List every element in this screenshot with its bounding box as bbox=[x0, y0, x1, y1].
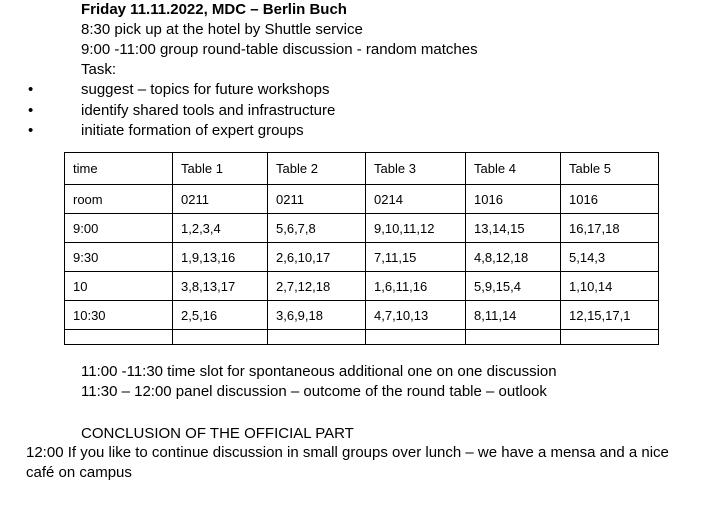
table-cell-blank bbox=[561, 330, 659, 345]
table-header-row bbox=[65, 153, 659, 185]
table-cell: 10 bbox=[65, 272, 173, 301]
slot-line-1130: 11:30 – 12:00 panel discussion – outcome of the round table – outlook bbox=[81, 383, 547, 400]
table-cell: 1,9,13,16 bbox=[173, 243, 268, 272]
header-cell-table-1: Table 1 bbox=[173, 153, 268, 185]
table-cell: 1,6,11,16 bbox=[366, 272, 466, 301]
table-cell: 3,6,9,18 bbox=[268, 301, 366, 330]
table-cell-blank bbox=[466, 330, 561, 345]
table-cell: 1016 bbox=[561, 185, 659, 214]
table-cell: 4,7,10,13 bbox=[366, 301, 466, 330]
task-item: suggest – topics for future workshops bbox=[81, 81, 330, 98]
schedule-table bbox=[64, 152, 659, 345]
table-row bbox=[65, 272, 659, 301]
page-title: Friday 11.11.2022, MDC – Berlin Buch bbox=[81, 1, 347, 18]
conclusion-heading: CONCLUSION OF THE OFFICIAL PART bbox=[81, 425, 354, 442]
table-cell: 9,10,11,12 bbox=[366, 214, 466, 243]
table-cell-blank bbox=[173, 330, 268, 345]
table-cell: 4,8,12,18 bbox=[466, 243, 561, 272]
table-cell: 1016 bbox=[466, 185, 561, 214]
header-cell-time: time bbox=[65, 153, 173, 185]
header-cell-table-2: Table 2 bbox=[268, 153, 366, 185]
table-blank-row bbox=[65, 330, 659, 345]
table-cell: 1,2,3,4 bbox=[173, 214, 268, 243]
task-item: identify shared tools and infrastructure bbox=[81, 102, 336, 119]
bullet-icon: • bbox=[28, 102, 34, 119]
table-cell: room bbox=[65, 185, 173, 214]
header-cell-table-3: Table 3 bbox=[366, 153, 466, 185]
table-cell: 12,15,17,1 bbox=[561, 301, 659, 330]
table-cell: 10:30 bbox=[65, 301, 173, 330]
table-cell: 9:30 bbox=[65, 243, 173, 272]
table-cell: 2,5,16 bbox=[173, 301, 268, 330]
table-cell-blank bbox=[65, 330, 173, 345]
lunch-line-continued: café on campus bbox=[26, 464, 132, 481]
table-cell: 0214 bbox=[366, 185, 466, 214]
table-cell-blank bbox=[268, 330, 366, 345]
pickup-line: 8:30 pick up at the hotel by Shuttle service bbox=[81, 21, 363, 38]
table-cell: 0211 bbox=[268, 185, 366, 214]
table-cell: 3,8,13,17 bbox=[173, 272, 268, 301]
table-cell: 2,7,12,18 bbox=[268, 272, 366, 301]
table-cell: 9:00 bbox=[65, 214, 173, 243]
header-cell-table-4: Table 4 bbox=[466, 153, 561, 185]
table-cell: 5,14,3 bbox=[561, 243, 659, 272]
table-row bbox=[65, 243, 659, 272]
table-cell: 5,6,7,8 bbox=[268, 214, 366, 243]
header-cell-table-5: Table 5 bbox=[561, 153, 659, 185]
table-cell: 13,14,15 bbox=[466, 214, 561, 243]
bullet-icon: • bbox=[28, 122, 34, 139]
table-cell: 1,10,14 bbox=[561, 272, 659, 301]
table-row bbox=[65, 301, 659, 330]
table-cell: 8,11,14 bbox=[466, 301, 561, 330]
table-cell: 2,6,10,17 bbox=[268, 243, 366, 272]
task-item: initiate formation of expert groups bbox=[81, 122, 304, 139]
table-cell-blank bbox=[366, 330, 466, 345]
table-cell: 5,9,15,4 bbox=[466, 272, 561, 301]
slot-line-1100: 11:00 -11:30 time slot for spontaneous additional one on one discussion bbox=[81, 363, 557, 380]
table-cell: 16,17,18 bbox=[561, 214, 659, 243]
table-cell: 7,11,15 bbox=[366, 243, 466, 272]
table-row bbox=[65, 214, 659, 243]
task-label: Task: bbox=[81, 61, 117, 78]
lunch-line: 12:00 If you like to continue discussion in small groups over lunch – we have a mensa and a nice bbox=[26, 444, 669, 461]
table-row bbox=[65, 185, 659, 214]
table-cell: 0211 bbox=[173, 185, 268, 214]
session-line: 9:00 -11:00 group round-table discussion - random matches bbox=[81, 41, 478, 58]
bullet-icon: • bbox=[28, 81, 34, 98]
